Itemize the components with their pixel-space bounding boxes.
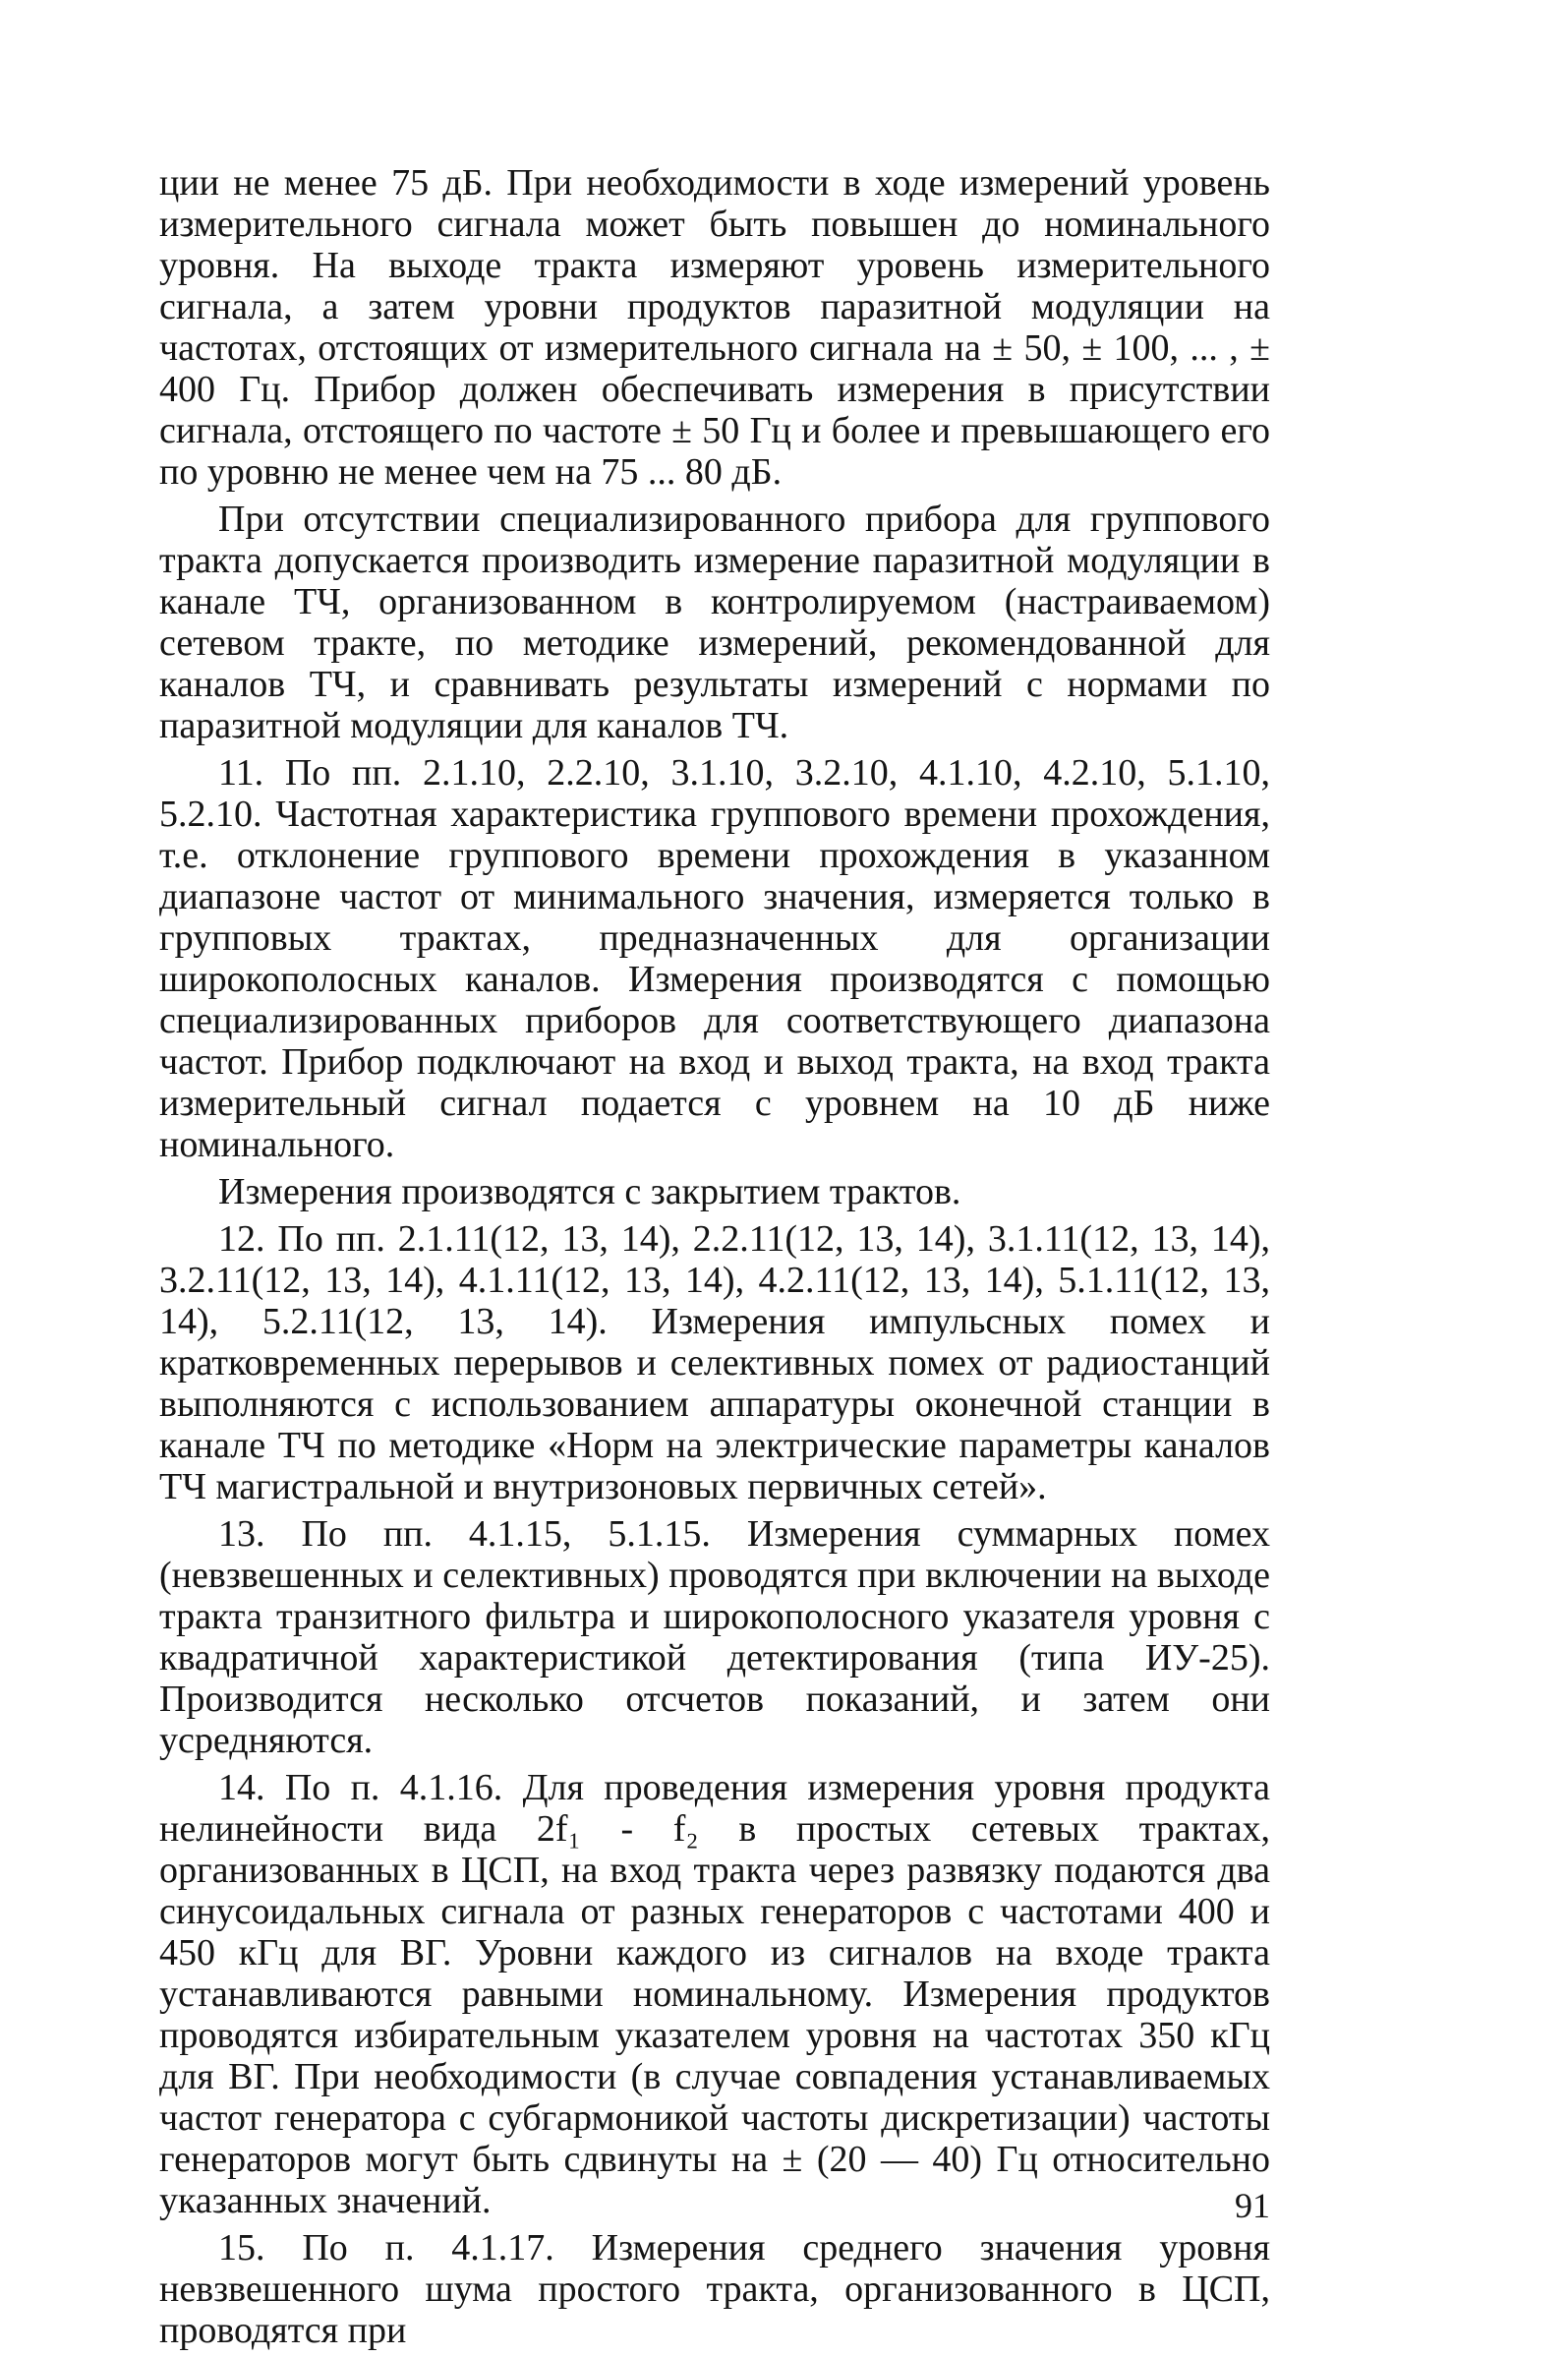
paragraph-item-12: 12. По пп. 2.1.11(12, 13, 14), 2.2.11(12, 13, 14), 3.1.11(12, 13, 14), 3.2.11(12, 13, 14), 4.1.11(12, 13, 14), 4.2.11(12, 13, 14), 5.1.11(12, 13, 14), 5.2.11(12, 13, 14). Измерения импульсных помех и кратковременных перерывов и селективных помех от радиостанций выполняются с использованием аппаратуры оконечной станции в канале ТЧ по методике «Норм на электрические параметры каналов ТЧ магистральной и внутризоновых первичных сетей». — [159, 1218, 1270, 1507]
page-body — [159, 162, 1270, 2357]
paragraph-item-13: 13. По пп. 4.1.15, 5.1.15. Измерения суммарных помех (невзвешенных и селективных) проводятся при включении на выходе тракта транзитного фильтра и широкополосного указателя уровня с квадратичной характеристикой детектирования (типа ИУ-25). Производится несколько отсчетов показаний, и затем они усредняются. — [159, 1513, 1270, 1761]
paragraph-continuation: ции не менее 75 дБ. При необходимости в ходе измерений уровень измерительного сигнала может быть повышен до номинального уровня. На выходе тракта измеряют уровень измерительного сигнала, а затем уровни продуктов паразитной модуляции на частотах, отстоящих от измерительного сигнала на ± 50, ± 100, ... , ± 400 Гц. Прибор должен обеспечивать измерения в присутствии сигнала, отстоящего по частоте ± 50 Гц и более и превышающего его по уровню не менее чем на 75 ... 80 дБ. — [159, 162, 1270, 493]
page-number: 91 — [1235, 2186, 1270, 2225]
paragraph-parasitic-modulation-alt: При отсутствии специализированного прибора для группового тракта допускается производить измерение паразитной модуляции в канале ТЧ, организованном в контролируемом (настраиваемом) сетевом тракте, по методике измерений, рекомендованной для каналов ТЧ, и сравнивать результаты измерений с нормами по паразитной модуляции для каналов ТЧ. — [159, 499, 1270, 746]
paragraph-item-15: 15. По п. 4.1.17. Измерения среднего значения уровня невзвешенного шума простого тракта, организованного в ЦСП, проводятся при — [159, 2227, 1270, 2351]
paragraph-item-11: 11. По пп. 2.1.10, 2.2.10, 3.1.10, 3.2.10, 4.1.10, 4.2.10, 5.1.10, 5.2.10. Частотная характеристика группового времени прохождения, т.е. отклонение группового времени прохождения в указанном диапазоне частот от минимального значения, измеряется только в групповых трактах, предназначенных для организации широкополосных каналов. Измерения производятся с помощью специализированных приборов для соответствующего диапазона частот. Прибор подключают на вход и выход тракта, на вход тракта измерительный сигнал подается с уровнем на 10 дБ ниже номинального. — [159, 752, 1270, 1165]
paragraph-closure-note: Измерения производятся с закрытием трактов. — [218, 1171, 961, 1212]
paragraph-item-14: 14. По п. 4.1.16. Для проведения измерения уровня продукта нелинейности вида 2f₁ - f₂ в простых сетевых трактах, организованных в ЦСП, на вход тракта через развязку подаются два синусоидальных сигнала от разных генераторов с частотами 400 и 450 кГц для ВГ. Уровни каждого из сигналов на входе тракта устанавливаются равными номинальному. Измерения продуктов проводятся избирательным указателем уровня на частотах 350 кГц для ВГ. При необходимости (в случае совпадения устанавливаемых частот генератора с субгармоникой частоты дискретизации) частоты генераторов могут быть сдвинуты на ± (20 — 40) Гц относительно указанных значений. — [159, 1767, 1270, 2221]
